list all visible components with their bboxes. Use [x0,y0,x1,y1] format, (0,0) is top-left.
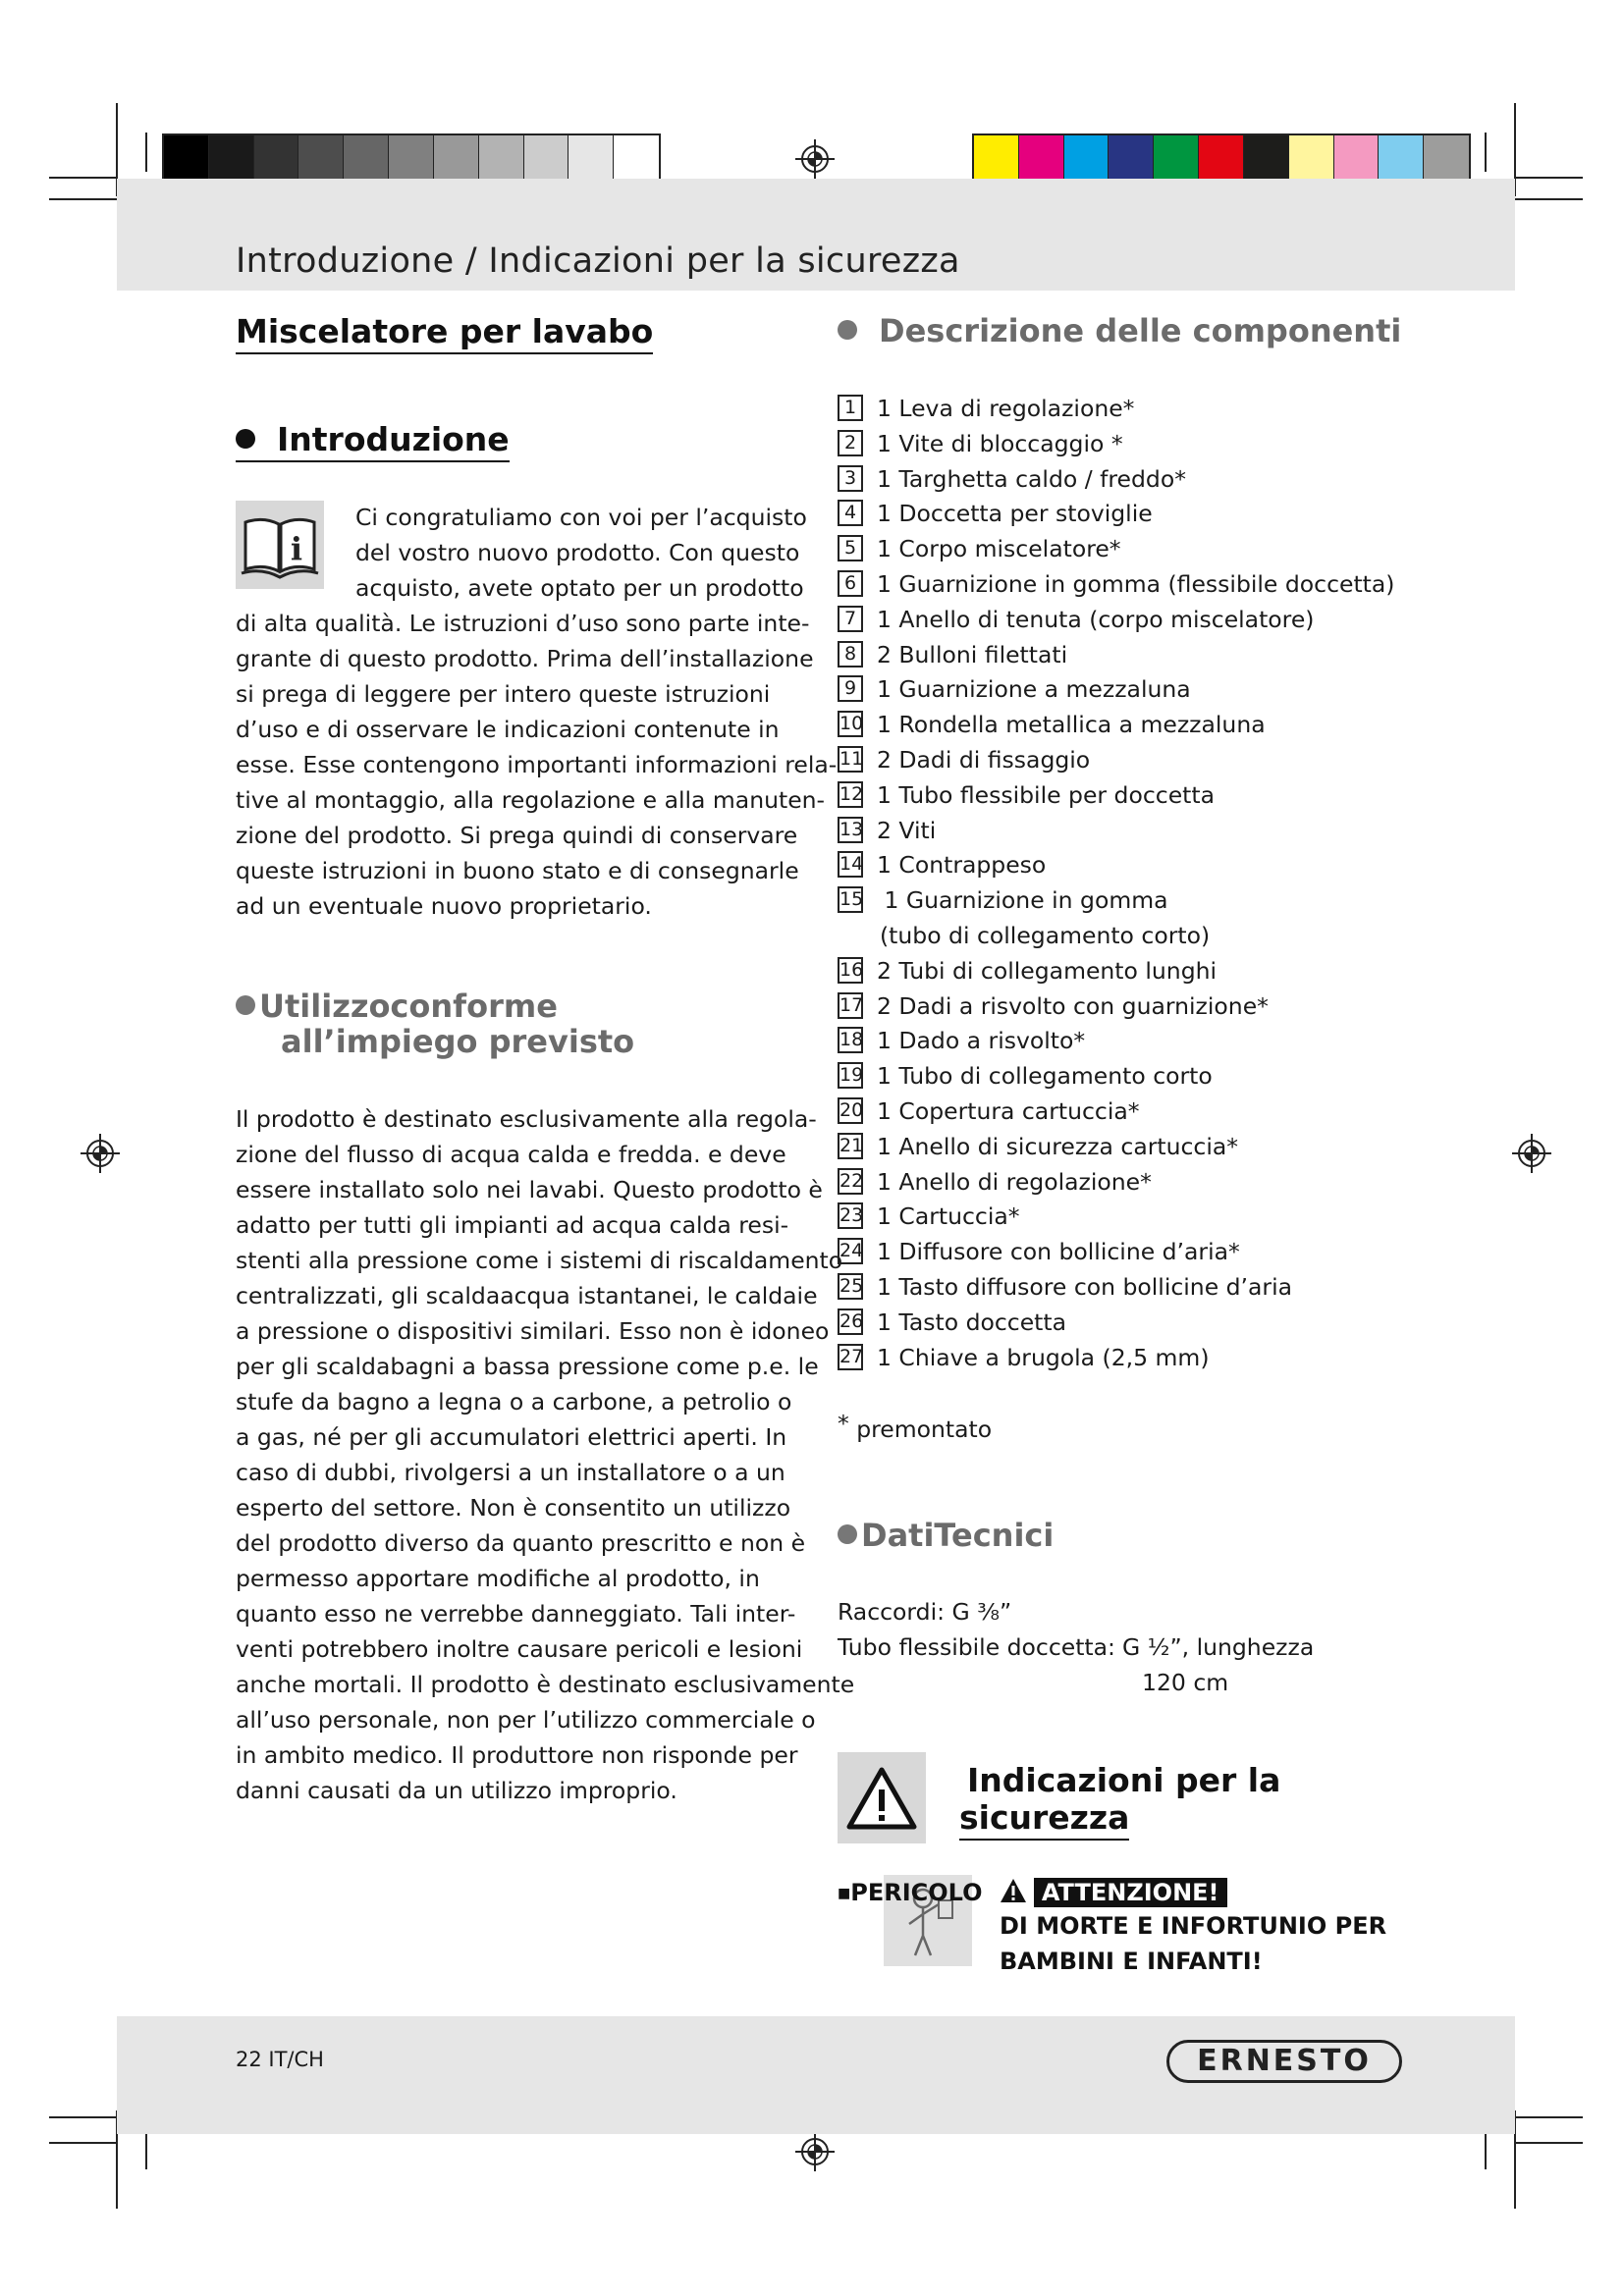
component-number: 5 [838,535,863,561]
tech-heading-text: DatiTecnici [861,1517,1055,1554]
component-number: 13 [838,817,863,843]
component-number: 18 [838,1027,863,1053]
component-text: (tubo di collegamento corto) [880,922,1211,949]
page-title: Introduzione / Indicazioni per la sicurezza [236,241,960,281]
text-line: in ambito medico. Il produttore non risponde per [236,1741,798,1769]
component-text: 1 Copertura cartuccia* [877,1097,1140,1125]
text-line: ad un eventuale nuovo proprietario. [236,892,652,920]
crop-mark [1514,177,1583,179]
text-line: all’uso personale, non per l’utilizzo commerciale o [236,1706,816,1734]
text-line: del vostro nuovo prodotto. Con questo [355,539,800,566]
danger-row [838,1877,1227,1907]
crop-mark [49,2142,118,2144]
text-line: venti potrebbero inoltre causare pericoli e lesioni [236,1635,803,1663]
component-item [838,673,1191,705]
text-line: per gli scaldabagni a bassa pressione come p.e. le [236,1353,819,1380]
safety-heading-line1: Indicazioni per la [967,1761,1281,1799]
component-text: 1 Corpo miscelatore* [877,535,1121,563]
component-number: 2 [838,430,863,456]
bullet-dot-icon [236,429,255,449]
component-text: 1 Dado a risvolto* [877,1027,1086,1055]
intro-heading-text: Introduzione [277,420,510,458]
component-item [838,604,1314,635]
crop-mark [1514,2116,1583,2118]
text-line: si prega di leggere per intero queste istruzioni [236,680,771,708]
component-text: 1 Tubo di collegamento corto [877,1062,1213,1091]
text-line: esse. Esse contengono importanti informazioni rela- [236,751,838,778]
component-item [838,498,1153,529]
crop-mark [1485,2130,1487,2169]
color-bar [972,133,1471,183]
component-item [838,1095,1140,1127]
component-text: 1 Anello di sicurezza cartuccia* [877,1132,1239,1160]
component-number: 16 [838,957,863,984]
danger-line2: BAMBINI E INFANTI! [1000,1948,1263,1975]
component-number: 24 [838,1238,863,1264]
text-line: queste istruzioni in buono stato e di consegnarle [236,857,799,884]
footnote-text: premontato [856,1415,993,1443]
warning-triangle-icon [838,1752,926,1843]
component-item [838,884,1168,916]
color-swatch [1154,135,1199,181]
text-line: stenti alla pressione come i sistemi di riscaldamento [236,1247,843,1274]
footnote [838,1412,992,1447]
component-item [838,1025,1085,1056]
component-text: 1 Anello di tenuta (corpo miscelatore) [877,605,1315,633]
main-title: Miscelatore per lavabo [236,312,653,354]
use-heading-line2: all’impiego previsto [281,1023,635,1060]
color-swatch [1064,135,1110,181]
component-text: 1 Leva di regolazione* [877,395,1135,422]
text-line: centralizzati, gli scaldaacqua istantanei, le caldaie [236,1282,818,1309]
text-line: d’uso e di osservare le indicazioni contenute in [236,716,780,743]
grayscale-bar [162,133,661,183]
color-swatch [209,135,254,181]
text-line: esperto del settore. Non è consentito un utilizzo [236,1494,791,1522]
component-text: 1 Rondella metallica a mezzaluna [877,711,1266,739]
component-item [838,463,1186,495]
component-item [838,990,1269,1022]
attention-badge: ATTENZIONE! [1034,1878,1227,1907]
color-swatch [389,135,434,181]
tech-heading [838,1517,1054,1554]
tech-connections: Raccordi: G ³⁄₈” [838,1598,1012,1626]
component-text: 1 Diffusore con bollicine d’aria* [877,1238,1240,1266]
component-number: 11 [838,746,863,773]
text-line: quanto esso ne verrebbe danneggiato. Tali inter- [236,1600,796,1628]
component-number: 23 [838,1202,863,1229]
text-line: grante di questo prodotto. Prima dell’installazione [236,645,814,672]
component-text: 2 Dadi a risvolto con guarnizione* [877,991,1269,1020]
components-heading [838,312,1401,349]
component-number: 21 [838,1133,863,1159]
text-line: di alta qualità. Le istruzioni d’uso sono parte inte- [236,610,810,637]
component-number: 12 [838,781,863,808]
warning-triangle-icon [999,1877,1028,1904]
component-number: 26 [838,1308,863,1335]
registration-mark-icon [795,2132,835,2171]
component-item [838,568,1394,600]
bullet-dot-icon [236,995,255,1015]
text-line: zione del flusso di acqua calda e fredda. e deve [236,1141,786,1168]
component-item [838,1201,1020,1232]
component-number: 15 [838,886,863,913]
component-text: 1 Anello di regolazione* [877,1167,1152,1196]
components-heading-text: Descrizione delle componenti [879,312,1402,349]
component-number: 4 [838,500,863,526]
crop-mark [145,133,147,172]
text-line: essere installato solo nei lavabi. Questo prodotto è [236,1176,823,1203]
brand-logo: ERNESTO [1166,2040,1402,2083]
component-text: 1 Tasto diffusore con bollicine d’aria [877,1273,1293,1301]
text-line: a gas, né per gli accumulatori elettrici aperti. In [236,1423,787,1451]
info-book-icon [236,501,324,589]
crop-mark [49,198,118,200]
registration-mark-icon [81,1134,120,1173]
component-number: 1 [838,395,863,421]
component-item [838,779,1215,811]
component-number: 20 [838,1097,863,1124]
color-swatch [974,135,1019,181]
color-swatch [1199,135,1244,181]
color-swatch [1244,135,1289,181]
crop-mark [49,2116,118,2118]
component-number: 3 [838,465,863,492]
component-text: 1 Doccetta per stoviglie [877,500,1153,528]
component-number: 27 [838,1344,863,1370]
safety-heading-line2: sicurezza [959,1798,1129,1841]
tech-hose-label: Tubo flessibile doccetta: [838,1633,1115,1661]
danger-line1: DI MORTE E INFORTUNIO PER [1000,1912,1387,1940]
color-swatch [1334,135,1380,181]
component-text: 1 Tubo flessibile per doccetta [877,780,1215,809]
text-line: danni causati da un utilizzo improprio. [236,1777,677,1804]
component-item [838,744,1090,775]
color-swatch [434,135,479,181]
component-item [838,849,1046,881]
component-text: 2 Tubi di collegamento lunghi [877,956,1218,985]
component-text: 2 Dadi di fissaggio [877,746,1091,774]
crop-mark [145,2130,147,2169]
page-number: 22 IT/CH [236,2048,324,2071]
component-number: 6 [838,570,863,597]
text-line: stufe da bagno a legna o a carbone, a petrolio o [236,1388,792,1415]
text-line: del prodotto diverso da quanto prescritto e non è [236,1529,806,1557]
component-text: 2 Bulloni filettati [877,640,1068,668]
color-swatch [344,135,389,181]
component-item [838,1060,1213,1092]
component-text: 1 Vite di bloccaggio * [877,429,1123,457]
color-swatch [298,135,344,181]
footnote-mark: * [838,1410,849,1437]
text-line: adatto per tutti gli impianti ad acqua calda resi- [236,1211,789,1239]
text-line: Il prodotto è destinato esclusivamente alla regola- [236,1105,817,1133]
bullet-dot-icon [838,320,857,340]
color-swatch [1019,135,1064,181]
tech-hose-value: G ½”, lunghezza [1122,1633,1315,1661]
component-item [838,1166,1152,1198]
color-swatch [254,135,299,181]
text-line: tive al montaggio, alla regolazione e alla manuten- [236,786,826,814]
component-text: 1 Cartuccia* [877,1202,1020,1231]
component-text: 2 Viti [877,816,937,844]
color-swatch [524,135,569,181]
color-swatch [1424,135,1469,181]
component-item [838,709,1266,740]
component-item [838,1342,1210,1373]
crop-mark [1514,2142,1583,2144]
component-text: 1 Contrappeso [877,851,1047,880]
text-line: zione del prodotto. Si prega quindi di conservare [236,822,798,849]
bullet-dot-icon [838,1524,857,1544]
color-swatch [1289,135,1334,181]
crop-mark [49,177,118,179]
component-item [838,428,1123,459]
intro-heading [236,420,510,462]
registration-mark-icon [1512,1134,1551,1173]
component-number: 22 [838,1168,863,1195]
component-text: 1 Guarnizione in gomma [877,886,1168,915]
text-line: acquisto, avete optato per un prodotto [355,574,804,602]
component-text: 1 Chiave a brugola (2,5 mm) [877,1343,1210,1371]
component-text: 1 Targhetta caldo / freddo* [877,464,1186,493]
component-item [838,393,1134,424]
color-swatch [614,135,659,181]
component-item [838,1131,1238,1162]
component-number: 14 [838,851,863,878]
color-swatch [1109,135,1154,181]
component-item [838,1236,1240,1267]
text-line: anche mortali. Il prodotto è destinato esclusivamente [236,1671,855,1698]
text-line: permesso apportare modifiche al prodotto, in [236,1565,760,1592]
color-swatch [164,135,209,181]
crop-mark [1485,133,1487,172]
component-item [838,815,936,846]
bullet-square-icon: ■ [838,1886,851,1901]
component-text: 1 Tasto doccetta [877,1308,1067,1336]
component-number: 25 [838,1273,863,1300]
component-item [838,955,1217,987]
crop-mark [1514,198,1583,200]
component-text: 1 Guarnizione in gomma (flessibile doccetta) [877,570,1395,598]
text-line: Ci congratuliamo con voi per l’acquisto [355,504,807,531]
text-line: a pressione o dispositivi similari. Esso non è idoneo [236,1317,830,1345]
component-item [838,1307,1066,1338]
tech-hose-length: 120 cm [1142,1669,1229,1696]
use-heading-line1: Utilizzoconforme [259,988,558,1025]
component-number: 8 [838,641,863,667]
component-item [838,1271,1292,1303]
color-swatch [1379,135,1424,181]
component-number: 10 [838,711,863,737]
color-swatch [479,135,524,181]
component-number: 19 [838,1062,863,1089]
danger-label: PERICOLO [850,1879,983,1906]
use-heading [236,988,558,1025]
component-item [880,920,1210,951]
component-item [838,639,1067,670]
component-number: 17 [838,992,863,1019]
component-number: 9 [838,675,863,702]
svg-text:i: i [290,530,303,567]
component-number: 7 [838,606,863,632]
registration-mark-icon [795,139,835,179]
component-item [838,533,1121,564]
color-swatch [568,135,614,181]
text-line: caso di dubbi, rivolgersi a un installatore o a un [236,1459,785,1486]
component-text: 1 Guarnizione a mezzaluna [877,675,1191,704]
